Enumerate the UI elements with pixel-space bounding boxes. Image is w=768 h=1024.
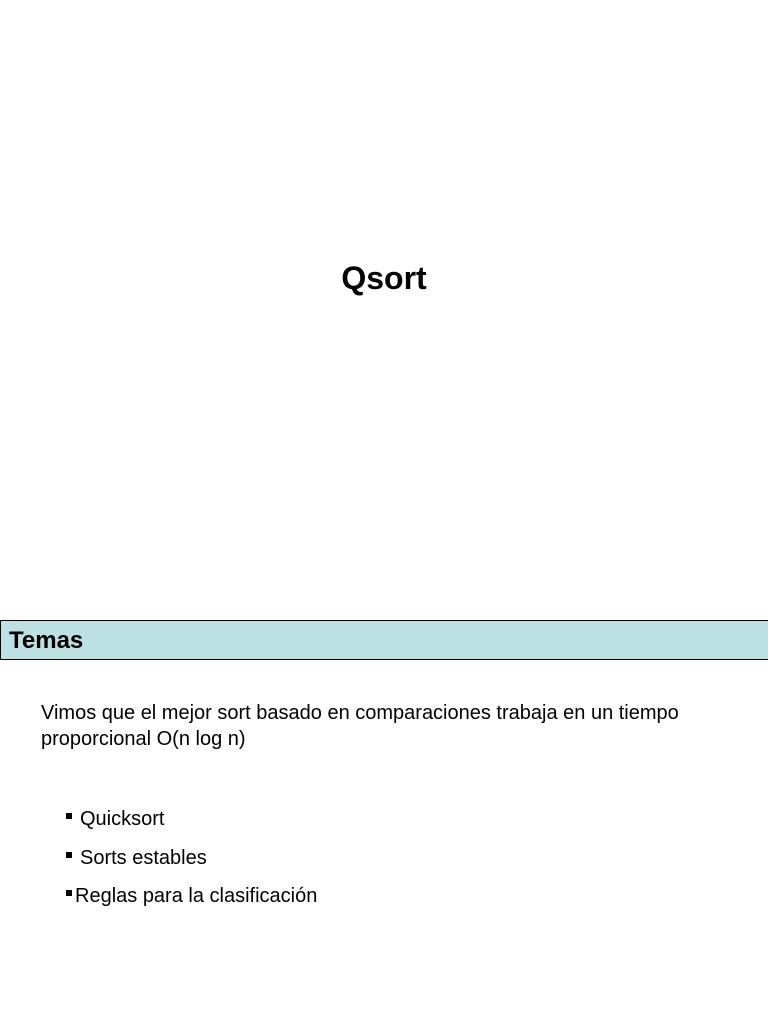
square-bullet-icon bbox=[66, 852, 72, 858]
intro-text: Vimos que el mejor sort basado en comparaciones trabaja en un tiempo proporcional O(n log n) bbox=[41, 702, 679, 750]
topic-label: Reglas para la clasificación bbox=[75, 885, 318, 907]
square-bullet-icon bbox=[66, 813, 72, 819]
square-bullet-icon bbox=[66, 890, 72, 896]
section-title: Temas bbox=[9, 627, 84, 654]
topic-item bbox=[66, 883, 317, 909]
slide-title: Qsort bbox=[341, 260, 427, 296]
section-header-bar bbox=[0, 620, 768, 660]
topic-item bbox=[66, 845, 207, 871]
topic-item bbox=[66, 806, 164, 832]
topic-label: Quicksort bbox=[80, 808, 165, 830]
topic-label: Sorts estables bbox=[80, 847, 207, 869]
